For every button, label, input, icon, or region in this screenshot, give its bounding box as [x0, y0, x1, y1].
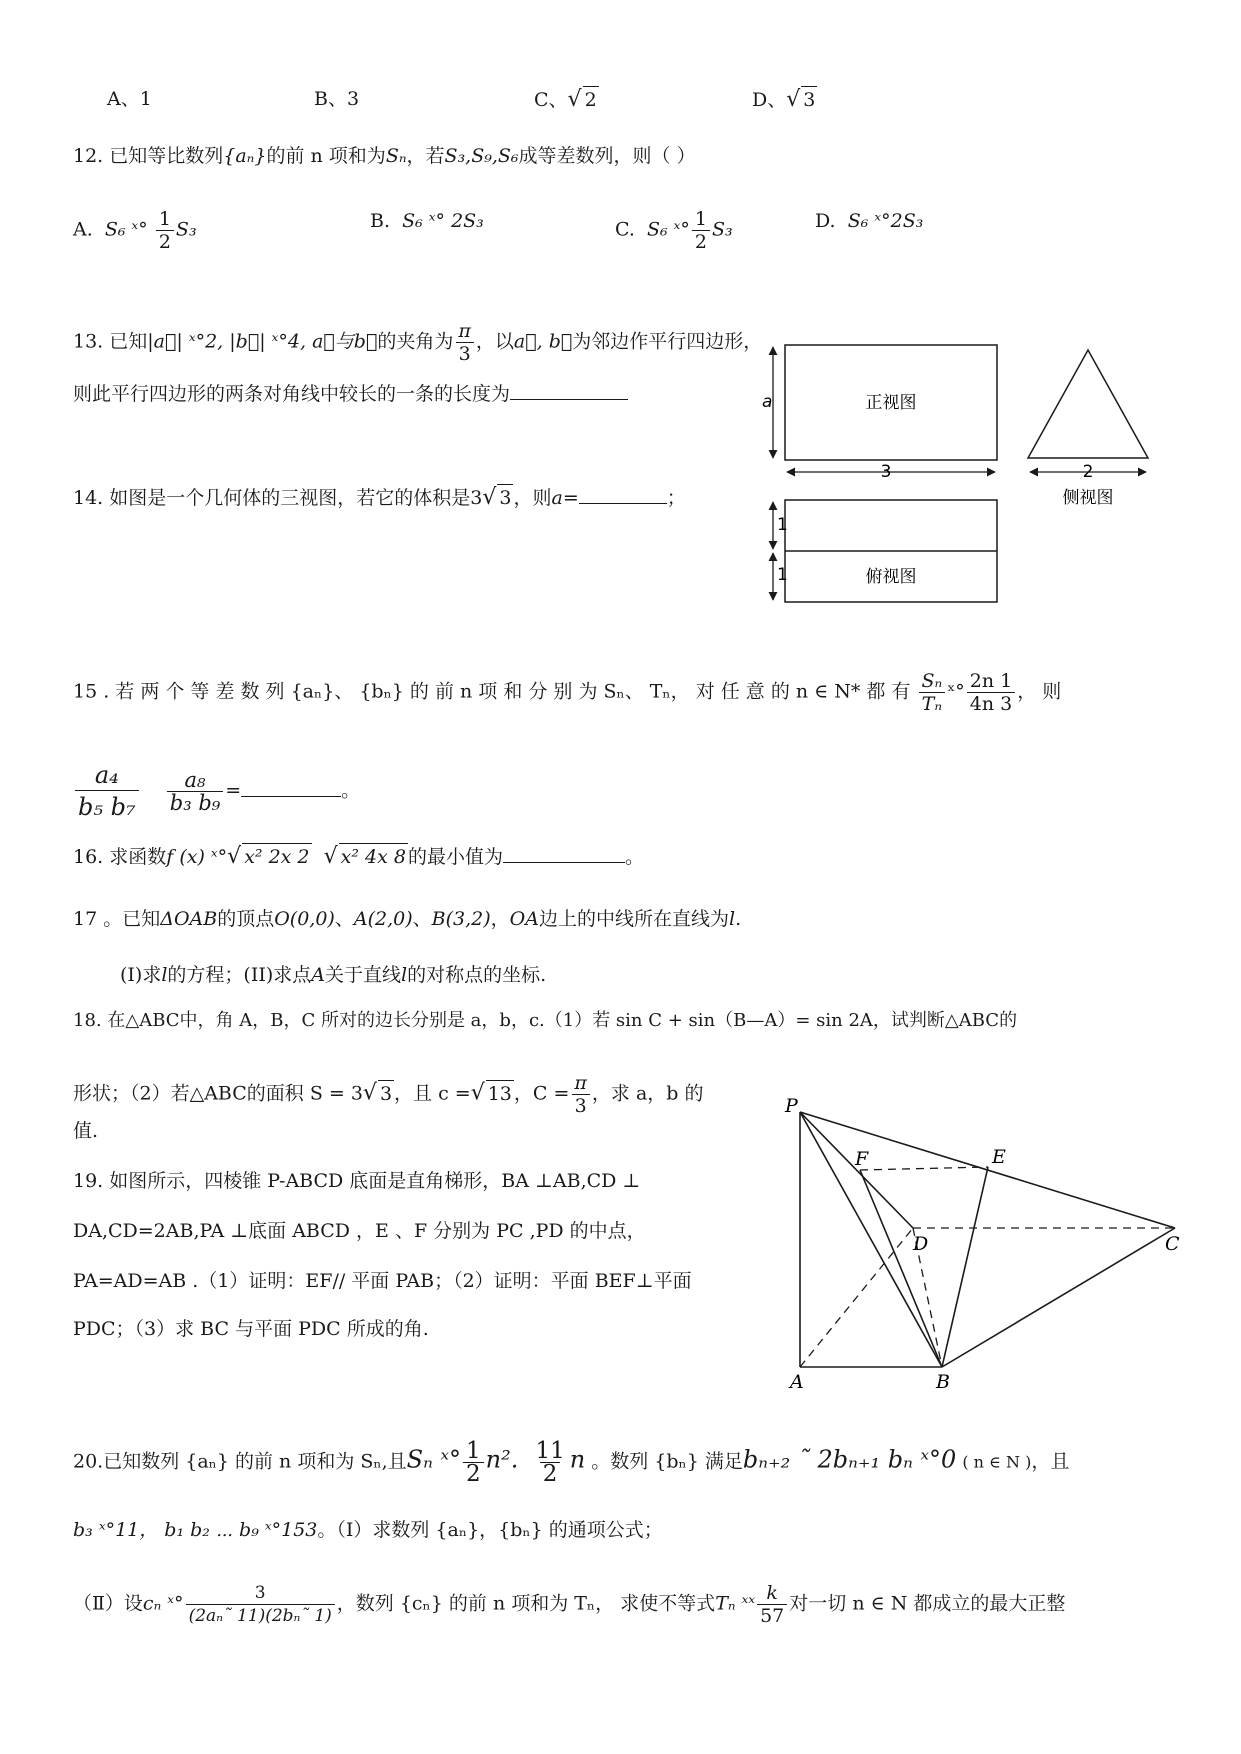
q20-n2: n².	[485, 1445, 519, 1474]
q14-c: =	[562, 487, 579, 509]
q20-cn-fraction: $\frac{3}{\text{(2aₙ˜ 11)(2bₙ˜ 1)}}$	[186, 1582, 335, 1627]
q20-cn: cₙ ˣ°	[142, 1592, 184, 1615]
q15-end-eq: =	[225, 779, 242, 802]
sqrt-symbol: √	[482, 485, 497, 510]
q17-point-b: B(3,2)	[431, 908, 491, 930]
q12-opt-d-label: D.	[815, 210, 836, 232]
q15-end: 。	[341, 779, 361, 802]
q11-option-c	[534, 86, 599, 113]
q12-option-b	[370, 208, 484, 234]
q16-answer-blank[interactable]	[503, 844, 625, 863]
q12-option-d	[815, 208, 923, 234]
edge-fb	[860, 1170, 942, 1367]
q12-stem-a: 12. 已知等比数列	[73, 145, 224, 167]
q13-vec: a⃗, b⃗	[513, 330, 573, 353]
q12-c-s3: S₃	[712, 218, 733, 241]
q17-l3: l	[401, 964, 408, 986]
q13-line1	[73, 320, 762, 365]
q15-line2	[73, 760, 360, 823]
edge-be	[942, 1167, 988, 1367]
q17-line2-c: 关于直线	[325, 964, 402, 986]
q17-line2	[120, 962, 546, 988]
q12-a-expr: S₆ ˣ°	[104, 218, 154, 241]
q12-a-s3: S₃	[175, 218, 197, 241]
q12-stem	[73, 143, 696, 169]
q17-l2: l	[161, 964, 168, 986]
top-view-label: 俯视图	[865, 567, 917, 587]
q16-line	[73, 843, 644, 870]
q17-line2-b: 的方程；(II)求点	[167, 964, 312, 986]
q13-answer-blank[interactable]	[510, 381, 628, 400]
q18-d: ，求 a，b 的	[591, 1082, 704, 1105]
q20-line2	[73, 1517, 663, 1543]
q14-vol-coef: 3	[470, 487, 483, 509]
q13-pi-fraction: $\frac{\pi}{3}$	[455, 320, 474, 365]
q16-radicand-1: x² 2x 2	[242, 843, 311, 870]
dimension-3: 3	[880, 462, 892, 482]
q17-pa: A	[311, 964, 325, 986]
dimension-2: 2	[1082, 462, 1094, 482]
q13-b: 的夹角为	[377, 330, 454, 353]
vertex-e: E	[992, 1146, 1006, 1168]
q16-radicand-2: x² 4x 8	[339, 843, 408, 870]
q14-vol-radicand: 3	[497, 484, 513, 511]
q12-option-a	[73, 208, 197, 253]
q20-recurrence: bₙ₊₂ ˜ 2bₙ₊₁ bₙ ˣ°0	[742, 1445, 957, 1474]
q18-c-radicand: 13	[486, 1080, 514, 1107]
q17-l: l.	[729, 908, 742, 930]
sqrt-symbol: √	[786, 87, 801, 112]
q11-d-radicand: 3	[801, 86, 817, 113]
q17-oa: OA	[509, 908, 539, 930]
q13-a: 13. 已知	[73, 330, 148, 353]
q11-option-c-label: C、	[534, 89, 568, 111]
q12-sn: Sₙ	[385, 145, 407, 167]
q20-n: n	[569, 1445, 586, 1474]
q12-opt-b-label: B.	[370, 210, 391, 232]
q13-line2	[73, 381, 628, 407]
q18-a: 形状；（2）若△ABC的面积 S = 3	[73, 1082, 363, 1105]
q15-line1	[73, 670, 1061, 715]
vertex-b: B	[936, 1371, 950, 1393]
q18-b: ，且 c =	[394, 1082, 471, 1105]
q14-b: ，则	[513, 487, 552, 509]
q13-math: |a⃗| ˣ°2, |b⃗| ˣ°4, a⃗与b⃗	[147, 330, 378, 353]
q20-line3-c: 对一切 n ∈ N 都成立的最大正整	[789, 1592, 1066, 1615]
q12-option-c	[615, 208, 733, 253]
q20-b: 。数列 {bₙ} 满足	[591, 1450, 743, 1473]
q16-end: 。	[624, 846, 644, 868]
q12-d-expr: S₆ ˣ°2S₃	[847, 210, 924, 232]
q12-stem-b: 的前 n 项和为	[266, 145, 386, 167]
q20-line2-math: b₃ ˣ°11， b₁ b₂ ⋯ b₉ ˣ°153	[73, 1519, 318, 1541]
three-view-figure	[760, 330, 1180, 630]
q16-fx: f (x) ˣ°	[166, 846, 228, 868]
q12-set: S₃,S₉,S₆	[444, 145, 519, 167]
q19-line2: DA,CD=2AB,PA ⊥底面 ABCD ，E 、F 分别为 PC ,PD 的中点，	[73, 1220, 646, 1242]
q11-c-radicand: 2	[583, 86, 599, 113]
q14-answer-blank[interactable]	[579, 485, 667, 504]
q19-line1: 19. 如图所示，四棱锥 P-ABCD 底面是直角梯形，BA ⊥AB,CD ⊥	[73, 1170, 641, 1192]
q20-eleven-half: $\frac{11}{2}$	[535, 1438, 565, 1487]
q15-tail: ， 则	[1017, 680, 1062, 703]
q12-opt-a-label: A.	[73, 218, 93, 241]
side-view-triangle	[1028, 350, 1148, 458]
q12-seq: {aₙ}	[223, 145, 267, 167]
q12-b-expr: S₆ ˣ° 2S₃	[402, 210, 484, 232]
q14-d: ；	[666, 487, 686, 509]
q18-s-radicand: 3	[378, 1080, 394, 1107]
q18-line2	[73, 1072, 703, 1117]
q20-c: ，且	[1031, 1450, 1070, 1473]
q12-a-fraction: $\frac{1}{2}$	[156, 208, 174, 253]
q15-ratio-expr: $\frac{2n 1}{4n 3}$	[967, 670, 1015, 715]
q11-option-b: B、3	[314, 88, 360, 110]
sqrt-symbol: √	[470, 1080, 485, 1106]
q15-frac-a4: $\frac{\text{a₄}}{\text{b₅ b₇}}$	[75, 760, 139, 823]
q14-a: 14. 如图是一个几何体的三视图，若它的体积是	[73, 487, 471, 509]
dimension-1-upper: 1	[777, 515, 788, 535]
q20-line2-text: 。（Ⅰ）求数列 {aₙ}，{bₙ} 的通项公式；	[317, 1519, 663, 1541]
q20-cond: ( n ∈ N )	[962, 1452, 1032, 1472]
vertex-p: P	[785, 1095, 798, 1117]
q20-line3-b: ，数列 {cₙ} 的前 n 项和为 Tₙ， 求使不等式	[336, 1592, 716, 1615]
q17-d: 边上的中线所在直线为	[538, 908, 729, 930]
q18-line1: 18. 在△ABC中，角 A，B，C 所对的边长分别是 a，b，c.（1）若 sin C + sin（B—A）= sin 2A，试判断△ABC的	[73, 1010, 1018, 1031]
q13-d: 为邻边作平行四边形，	[572, 330, 763, 353]
q17-sep1: 、	[334, 908, 354, 930]
side-view-label: 侧视图	[1062, 488, 1114, 508]
q17-line1	[73, 906, 741, 932]
q19-line4: PDC；（3）求 BC 与平面 PDC 所成的角.	[73, 1318, 429, 1340]
q12-stem-d: 成等差数列，则（ ）	[518, 145, 696, 167]
edge-ad-hidden	[800, 1228, 913, 1367]
q15-ratio-st: $\frac{\text{Sₙ}}{\text{Tₙ}}$	[919, 670, 946, 715]
q11-option-d	[752, 86, 817, 113]
q13-line2-text: 则此平行四边形的两条对角线中较长的一条的长度为	[73, 383, 511, 405]
q17-line2-d: 的对称点的坐标.	[407, 964, 547, 986]
q14-var: a	[551, 487, 563, 509]
q17-b: 的顶点	[217, 908, 275, 930]
q13-c: ，以	[475, 330, 514, 353]
q11-option-a: A、1	[107, 88, 152, 110]
q15-line1-text: 15 . 若 两 个 等 差 数 列 {aₙ}、 {bₙ} 的 前 n 项 和 分 别 为 Sₙ、 Tₙ， 对 任 意 的 n ∈ N* 都 有	[73, 680, 911, 703]
q15-answer-blank[interactable]	[241, 778, 341, 797]
front-view-label: 正视图	[865, 393, 917, 413]
q16-b: 的最小值为	[407, 846, 503, 868]
q18-pi-fraction: $\frac{\pi}{3}$	[571, 1072, 590, 1117]
q12-c-fraction: $\frac{1}{2}$	[692, 208, 710, 253]
q15-frac-a8: $\frac{\text{a₈}}{\text{b₃ b₉}}$	[167, 769, 223, 814]
sqrt-symbol: √	[362, 1080, 377, 1106]
q18-line3: 值.	[73, 1120, 99, 1142]
edge-fe-hidden	[860, 1167, 988, 1170]
vertex-a: A	[790, 1371, 804, 1393]
pyramid-figure	[780, 1095, 1200, 1395]
q15-eq: ˣ°	[947, 680, 965, 703]
q12-c-expr: S₆ ˣ°	[647, 218, 690, 241]
q20-line1	[73, 1440, 1069, 1485]
q17-point-o: O(0,0)	[274, 908, 335, 930]
q20-line3-a: （Ⅱ）设	[73, 1592, 143, 1615]
vertex-f: F	[855, 1148, 869, 1170]
q17-line2-a: (I)求	[120, 964, 162, 986]
q19-line3: PA=AD=AB .（1）证明：EF// 平面 PAB；（2）证明：平面 BEF⊥平面	[73, 1270, 692, 1292]
q17-c: ，	[490, 908, 510, 930]
q17-sep2: 、	[412, 908, 432, 930]
q17-a: 17 。已知	[73, 908, 161, 930]
q20-a: 20.已知数列 {aₙ} 的前 n 项和为 Sₙ,且	[73, 1450, 407, 1473]
q17-triangle: ΔOAB	[160, 908, 218, 930]
vertex-c: C	[1165, 1233, 1180, 1255]
q11-option-d-label: D、	[752, 89, 787, 111]
dimension-a: a	[762, 392, 773, 412]
sqrt-symbol: √	[323, 844, 338, 869]
q20-line3	[73, 1582, 1065, 1627]
dimension-1-lower: 1	[777, 565, 788, 585]
vertex-d: D	[913, 1233, 929, 1255]
q14-line	[73, 484, 686, 511]
q16-a: 16. 求函数	[73, 846, 167, 868]
q20-tn: Tₙ ˣˣ	[715, 1592, 756, 1615]
edge-bc	[942, 1228, 1175, 1367]
q18-c: ，C =	[513, 1082, 570, 1105]
q20-half: $\frac{1}{2}$	[463, 1440, 484, 1485]
q20-sn: Sₙ ˣ°	[406, 1445, 461, 1474]
q20-k-fraction: $\frac{k}{57}$	[757, 1582, 787, 1627]
sqrt-symbol: √	[567, 87, 582, 112]
q12-opt-c-label: C.	[615, 218, 635, 241]
q17-point-a: A(2,0)	[353, 908, 413, 930]
q12-stem-c: ，若	[406, 145, 445, 167]
sqrt-symbol: √	[227, 844, 242, 869]
